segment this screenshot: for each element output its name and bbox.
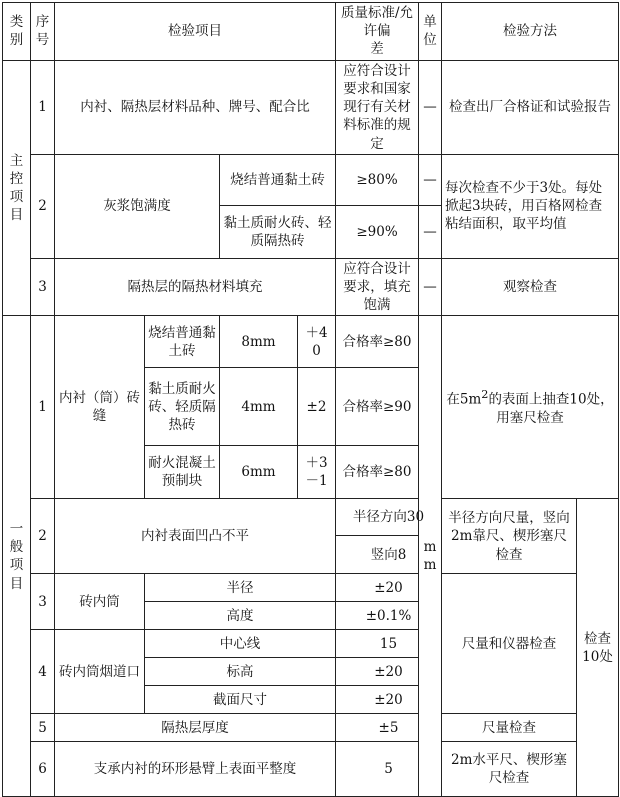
gen-row1-dev2: ±2 [298,368,336,446]
main-row2-std1: ≥80% [336,154,419,205]
gen-row2-no: 2 [31,499,55,574]
gen-row6-item: 支承内衬的环形悬臂上表面平整度 [55,742,336,797]
general-unit: mm [419,316,442,797]
gen-row1-sub3: 耐火混凝土预制块 [145,446,220,499]
main-row3-unit: — [419,258,442,316]
gen-row6-standard: 5 [336,742,442,797]
main-row2-sub1: 烧结普通黏土砖 [220,154,336,205]
main-row2-method: 每次检查不少于3处。每处掀起3块砖，用百格网检查粘结面积，取平均值 [442,154,619,258]
gen-row4-no: 4 [31,630,55,714]
header-standard: 质量标准/允许偏 差 [336,3,419,61]
main-row3-no: 3 [31,258,55,316]
gen-row1-no: 1 [31,316,55,499]
gen-row5-item: 隔热层厚度 [55,714,336,742]
main-row1-method: 检查出厂合格证和试验报告 [442,60,619,154]
main-row2-std2: ≥90% [336,205,419,258]
gen-row6-no: 6 [31,742,55,797]
gen-row1-item: 内衬（筒）砖缝 [55,316,145,499]
gen-row4-std3: ±20 [336,686,442,714]
main-row2-unit1: — [419,154,442,205]
gen-row2-std1: 半径方向30 [336,499,442,536]
general-frequency: 检查 10处 [577,499,619,797]
gen-row1-rate2: 合格率≥90 [336,368,419,446]
gen-row5-method: 尺量检查 [442,714,577,742]
gen-row6-method: 2m水平尺、楔形塞尺检查 [442,742,577,797]
gen-row3-std2: ±0.1% [336,602,442,630]
gen-row1-rate3: 合格率≥80 [336,446,419,499]
main-row2-sub2: 黏土质耐火砖、轻质隔热砖 [220,205,336,258]
gen-row4-sub3: 截面尺寸 [145,686,336,714]
gen-row1-sub1: 烧结普通黏土砖 [145,316,220,368]
gen-row4-sub2: 标高 [145,658,336,686]
inspection-table [2,2,619,797]
gen-row3-no: 3 [31,574,55,630]
gen-row2-item: 内衬表面凹凸不平 [55,499,336,574]
gen-row4-item: 砖内筒烟道口 [55,630,145,714]
main-row2-unit2: — [419,205,442,258]
gen-row1-method: 在$5m^2$的表面上抽查10处，用塞尺检查 [442,316,619,499]
main-row3-item: 隔热层的隔热材料填充 [55,258,336,316]
gen-row2-method: 半径方向尺量，竖向2m靠尺、楔形塞尺检查 [442,499,577,574]
gen-row4-std1: 15 [336,630,442,658]
main-row1-standard: 应符合设计要求和国家现行有关材料标准的规定 [336,60,419,154]
gen-row3-4-method: 尺量和仪器检查 [442,574,577,714]
gen-row5-no: 5 [31,714,55,742]
gen-row3-std1: ±20 [336,574,442,602]
header-index: 序 号 [31,3,55,61]
gen-row1-size2: 4mm [220,368,298,446]
gen-row1-sub2: 黏土质耐火砖、轻质隔热砖 [145,368,220,446]
gen-row1-size3: 6mm [220,446,298,499]
main-row1-unit: — [419,60,442,154]
main-row1-no: 1 [31,60,55,154]
header-method: 检验方法 [442,3,619,61]
header-item: 检验项目 [55,3,336,61]
gen-row4-std2: ±20 [336,658,442,686]
gen-row4-sub1: 中心线 [145,630,336,658]
main-row2-item: 灰浆饱满度 [55,154,220,258]
gen-row1-dev1: ＋4 0 [298,316,336,368]
main-control-label: 主 控 项 目 [3,60,31,316]
gen-row1-rate1: 合格率≥80 [336,316,419,368]
main-row1-item: 内衬、隔热层材料品种、牌号、配合比 [55,60,336,154]
gen-row1-dev3: ＋3 －1 [298,446,336,499]
main-row3-method: 观察检查 [442,258,619,316]
gen-row5-standard: ±5 [336,714,442,742]
gen-row3-sub1: 半径 [145,574,336,602]
header-unit: 单 位 [419,3,442,61]
header-category: 类 别 [3,3,31,61]
gen-row3-sub2: 高度 [145,602,336,630]
main-row3-standard: 应符合设计要求，填充饱满 [336,258,419,316]
gen-row1-size1: 8mm [220,316,298,368]
gen-row2-std2: 竖向8 [336,536,442,574]
main-row2-no: 2 [31,154,55,258]
general-label: 一 般 项 目 [3,316,31,797]
gen-row3-item: 砖内筒 [55,574,145,630]
